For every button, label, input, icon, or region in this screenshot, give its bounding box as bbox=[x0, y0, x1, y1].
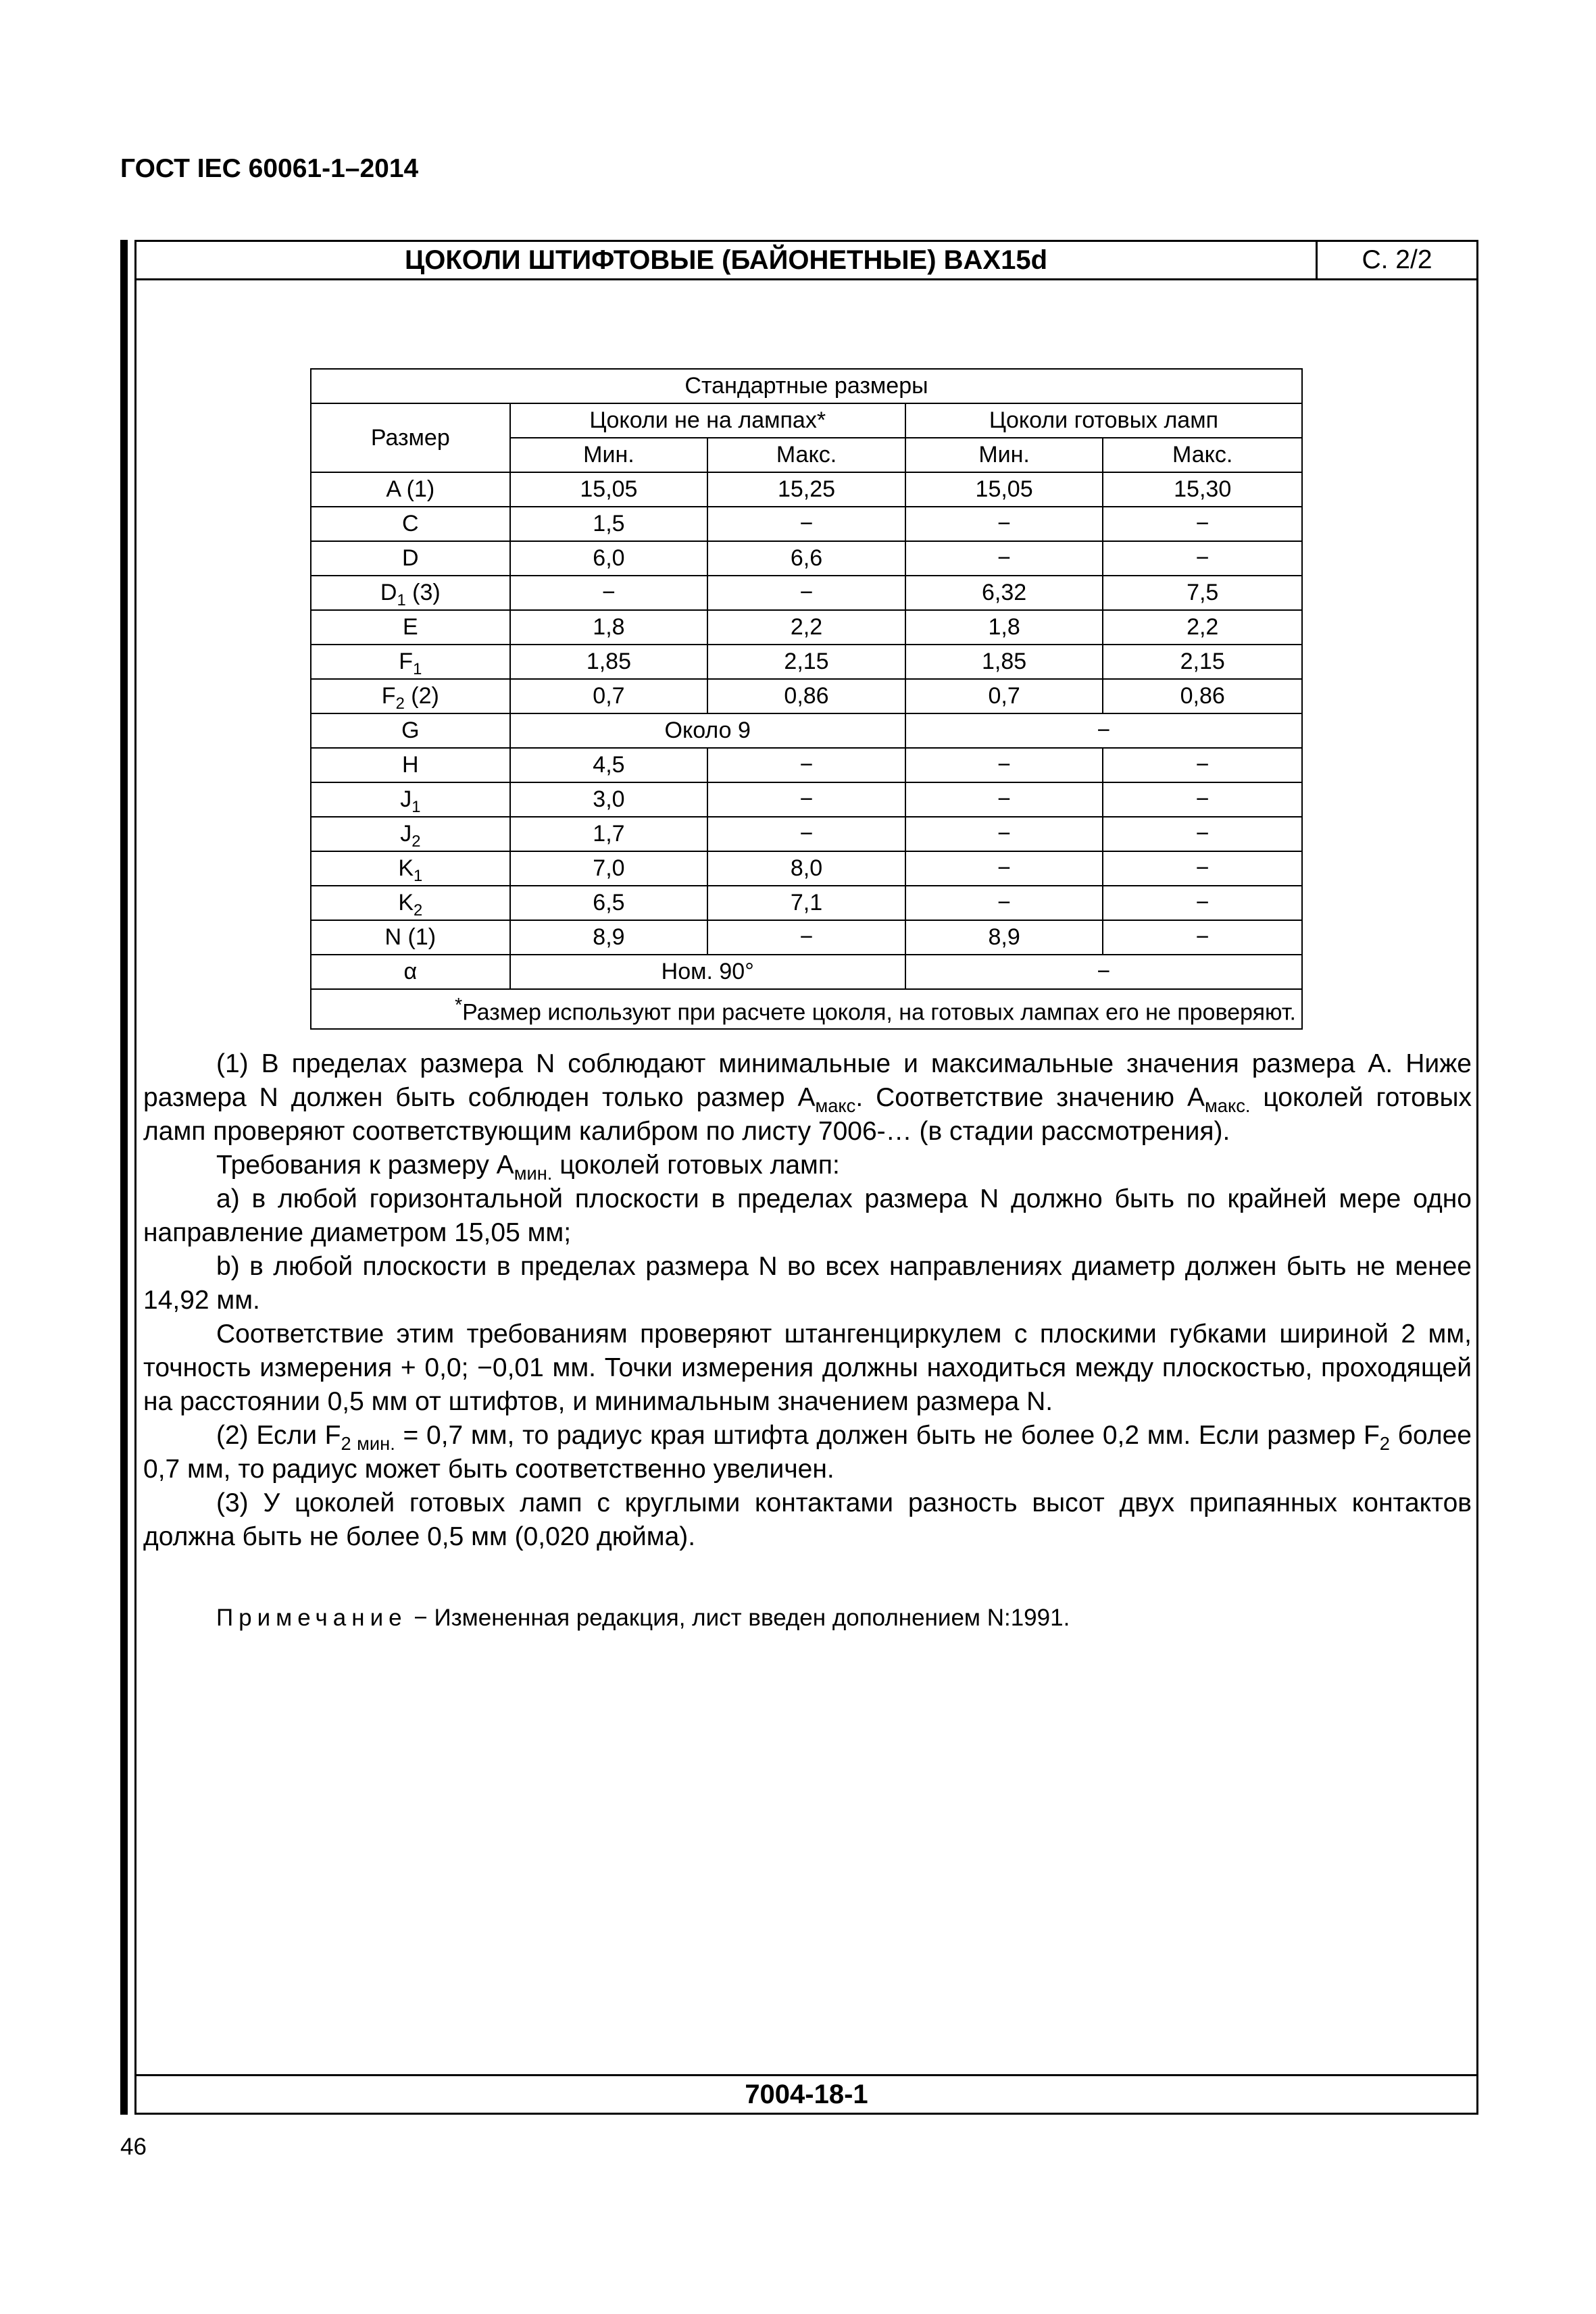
table-row bbox=[311, 955, 1302, 989]
value-cell: 15,05 bbox=[510, 472, 708, 507]
value-cell: 8,9 bbox=[905, 920, 1103, 955]
dimension-subscript: 1 bbox=[413, 659, 422, 678]
value-cell: 1,8 bbox=[510, 610, 708, 645]
dimension-symbol: H bbox=[402, 752, 419, 778]
value-cell: − bbox=[905, 748, 1103, 782]
left-margin-bar bbox=[120, 240, 128, 2115]
dimension-symbol: K bbox=[398, 855, 414, 881]
dimension-subscript: 1 bbox=[412, 797, 421, 816]
value-cell: − bbox=[707, 817, 905, 851]
sheet-title-row bbox=[136, 242, 1476, 280]
table-row bbox=[311, 713, 1302, 748]
table-row bbox=[311, 679, 1302, 713]
dimension-label bbox=[311, 920, 510, 955]
value-cell: 1,85 bbox=[905, 645, 1103, 679]
value-cell: 3,0 bbox=[510, 782, 708, 817]
value-cell: 15,30 bbox=[1103, 472, 1302, 507]
value-cell: 6,5 bbox=[510, 886, 708, 920]
value-cell: 6,6 bbox=[707, 541, 905, 576]
dimension-subscript: 2 bbox=[414, 901, 423, 920]
value-cell: − bbox=[905, 507, 1103, 541]
max-header: Макс. bbox=[1103, 438, 1302, 472]
dimension-symbol: F bbox=[381, 683, 396, 709]
value-cell: 0,86 bbox=[1103, 679, 1302, 713]
value-cell: 8,9 bbox=[510, 920, 708, 955]
dimension-subscript: 1 bbox=[414, 866, 423, 885]
max-header: Макс. bbox=[707, 438, 905, 472]
dimension-note-ref: (3) bbox=[405, 580, 441, 605]
sheet-title: ЦОКОЛИ ШТИФТОВЫЕ (БАЙОНЕТНЫЕ) BAX15d bbox=[136, 242, 1318, 278]
dimension-symbol: E bbox=[402, 614, 418, 640]
value-cell: − bbox=[1103, 541, 1302, 576]
value-cell: − bbox=[905, 541, 1103, 576]
dimension-label bbox=[311, 576, 510, 610]
table-row bbox=[311, 541, 1302, 576]
value-cell: − bbox=[905, 817, 1103, 851]
value-cell: 7,0 bbox=[510, 851, 708, 886]
value-cell: 1,5 bbox=[510, 507, 708, 541]
requirement-b: b) в любой плоскости в пределах размера N во всех направлениях диаметр должен быть не менее 14,92 мм. bbox=[143, 1252, 1472, 1315]
requirements-intro: Требования к размеру $A_{мин.}$ цоколей готовых ламп: bbox=[216, 1151, 840, 1184]
notes-text bbox=[143, 1047, 1472, 1554]
dimension-label bbox=[311, 679, 510, 713]
dimension-label bbox=[311, 817, 510, 851]
value-cell: 2,15 bbox=[1103, 645, 1302, 679]
note-1: (1) В пределах размера N соблюдают минимальные и максимальные значения размера A. Ниже размера N должен быть соблюден только размер $A_{макс}$. Соответствие значению $A_{макс.}$ цоколей готовых ламп проверяют соответствующим калибром по листу 7006-… (в стадии рассмотрения). bbox=[143, 1049, 1472, 1146]
group-header-finished-lamps: Цоколи готовых ламп bbox=[905, 403, 1302, 438]
dimension-symbol: J bbox=[400, 821, 412, 847]
dimension-label bbox=[311, 748, 510, 782]
table-row bbox=[311, 610, 1302, 645]
dimension-symbol: N (1) bbox=[384, 924, 437, 950]
value-cell: − bbox=[1103, 851, 1302, 886]
value-cell: − bbox=[510, 576, 708, 610]
sheet-page-indicator: С. 2/2 bbox=[1362, 245, 1432, 274]
value-cell: − bbox=[905, 886, 1103, 920]
merged-value-cell: Около 9 bbox=[510, 713, 905, 748]
dimension-symbol: D bbox=[402, 545, 419, 571]
min-header: Мин. bbox=[905, 438, 1103, 472]
table-row bbox=[311, 851, 1302, 886]
page-number: 46 bbox=[120, 2134, 147, 2160]
remark-label: Примечание bbox=[216, 1605, 407, 1631]
remark bbox=[216, 1605, 1070, 1632]
footnote-mark: * bbox=[455, 995, 463, 1016]
note-3: (3) У цоколей готовых ламп с круглыми контактами разность высот двух припаянных контактов должна быть не более 0,5 мм (0,020 дюйма). bbox=[143, 1488, 1472, 1551]
table-row bbox=[311, 817, 1302, 851]
dimension-symbol: G bbox=[401, 718, 420, 743]
table-row bbox=[311, 886, 1302, 920]
sheet-footer-code: 7004-18-1 bbox=[136, 2074, 1476, 2113]
value-cell: 0,86 bbox=[707, 679, 905, 713]
table-row bbox=[311, 507, 1302, 541]
table-row bbox=[311, 920, 1302, 955]
dimension-symbol: K bbox=[398, 890, 414, 915]
dimension-note-ref: (2) bbox=[404, 683, 439, 709]
table-row bbox=[311, 748, 1302, 782]
value-cell: 7,5 bbox=[1103, 576, 1302, 610]
value-cell: − bbox=[1103, 817, 1302, 851]
value-cell: 8,0 bbox=[707, 851, 905, 886]
dimension-symbol: A (1) bbox=[386, 476, 435, 502]
table-row bbox=[311, 782, 1302, 817]
value-cell: 2,2 bbox=[1103, 610, 1302, 645]
remark-text: − Измененная редакция, лист введен дополнением N:1991. bbox=[407, 1605, 1070, 1631]
dimension-label bbox=[311, 472, 510, 507]
value-cell: 6,32 bbox=[905, 576, 1103, 610]
value-cell: 15,25 bbox=[707, 472, 905, 507]
dimension-symbol: C bbox=[402, 511, 419, 536]
requirement-a: a) в любой горизонтальной плоскости в пределах размера N должно быть по крайней мере одно направление диаметром 15,05 мм; bbox=[143, 1184, 1472, 1247]
dimension-label bbox=[311, 955, 510, 989]
value-cell: − bbox=[1103, 782, 1302, 817]
dimension-symbol: α bbox=[403, 959, 418, 984]
value-cell: 1,8 bbox=[905, 610, 1103, 645]
dimensions-table bbox=[310, 368, 1303, 1030]
size-column-header: Размер bbox=[311, 403, 510, 472]
dimension-label bbox=[311, 507, 510, 541]
value-cell: − bbox=[707, 576, 905, 610]
dimension-symbol: D bbox=[380, 580, 397, 605]
table-row bbox=[311, 576, 1302, 610]
value-cell: − bbox=[707, 782, 905, 817]
value-cell: − bbox=[707, 920, 905, 955]
merged-value-cell: − bbox=[905, 713, 1302, 748]
table-caption: Стандартные размеры bbox=[311, 369, 1302, 403]
value-cell: − bbox=[707, 507, 905, 541]
compliance-check: Соответствие этим требованиям проверяют штангенциркулем с плоскими губками шириной 2 мм, точность измерения + 0,0; −0,01 мм. Точки измерения должны находиться между плоскостью, проходящей на расстоянии 0,5 мм от штифтов, и минимальным значением размера N. bbox=[143, 1319, 1472, 1416]
value-cell: − bbox=[905, 782, 1103, 817]
dimension-symbol: J bbox=[400, 786, 412, 812]
value-cell: 2,15 bbox=[707, 645, 905, 679]
min-header: Мин. bbox=[510, 438, 708, 472]
value-cell: − bbox=[1103, 507, 1302, 541]
table-footnote-row bbox=[311, 989, 1302, 1029]
value-cell: 6,0 bbox=[510, 541, 708, 576]
dimension-label bbox=[311, 886, 510, 920]
dimension-subscript: 1 bbox=[397, 590, 406, 609]
value-cell: − bbox=[1103, 748, 1302, 782]
merged-value-cell: Ном. 90° bbox=[510, 955, 905, 989]
note-2: (2) Если $F_{2 мин.} = 0,7$ мм, то радиус края штифта должен быть не более 0,2 мм. Если размер $F_2$ более 0,7 мм, то радиус может быть соответственно увеличен. bbox=[143, 1421, 1472, 1484]
dimension-subscript: 2 bbox=[412, 832, 421, 851]
value-cell: 2,2 bbox=[707, 610, 905, 645]
value-cell: 1,85 bbox=[510, 645, 708, 679]
dimension-label bbox=[311, 851, 510, 886]
table-footnote bbox=[311, 989, 1302, 1029]
dimension-label bbox=[311, 541, 510, 576]
merged-value-cell: − bbox=[905, 955, 1302, 989]
dimension-label bbox=[311, 645, 510, 679]
value-cell: − bbox=[707, 748, 905, 782]
table-row bbox=[311, 645, 1302, 679]
dimension-label bbox=[311, 713, 510, 748]
value-cell: − bbox=[1103, 886, 1302, 920]
value-cell: − bbox=[1103, 920, 1302, 955]
value-cell: 4,5 bbox=[510, 748, 708, 782]
value-cell: 0,7 bbox=[905, 679, 1103, 713]
dimension-label bbox=[311, 782, 510, 817]
group-header-bases-not-on-lamps: Цоколи не на лампах* bbox=[510, 403, 905, 438]
table-row bbox=[311, 472, 1302, 507]
value-cell: − bbox=[905, 851, 1103, 886]
value-cell: 1,7 bbox=[510, 817, 708, 851]
value-cell: 0,7 bbox=[510, 679, 708, 713]
value-cell: 7,1 bbox=[707, 886, 905, 920]
dimension-label bbox=[311, 610, 510, 645]
footnote-text: Размер используют при расчете цоколя, на готовых лампах его не проверяют. bbox=[462, 999, 1296, 1026]
dimension-symbol: F bbox=[399, 649, 414, 674]
document-header: ГОСТ IEC 60061-1–2014 bbox=[120, 154, 419, 183]
value-cell: 15,05 bbox=[905, 472, 1103, 507]
dimension-subscript: 2 bbox=[395, 694, 405, 713]
